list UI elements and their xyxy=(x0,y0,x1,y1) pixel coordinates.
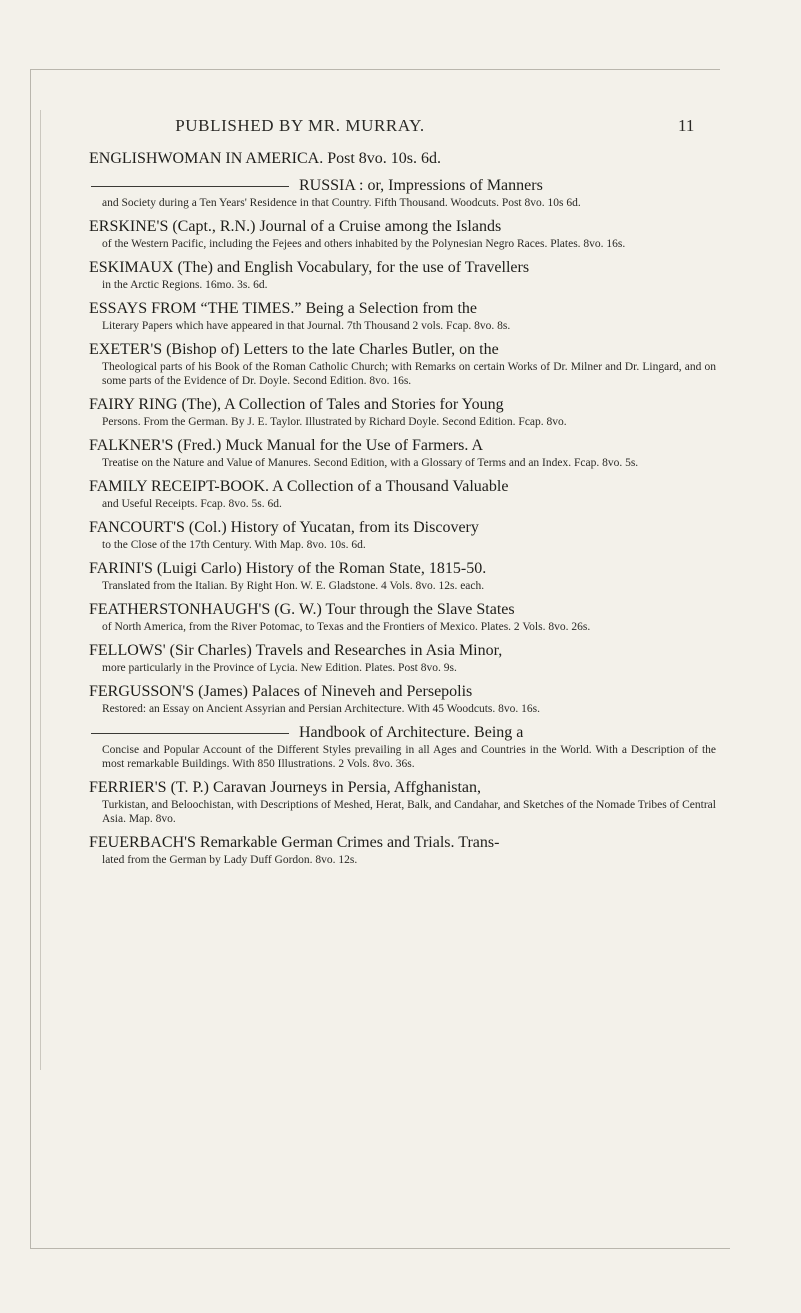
catalogue-entry xyxy=(89,435,716,470)
page-edge-top xyxy=(30,69,720,70)
catalogue-entry xyxy=(89,298,716,333)
entry-description: and Society during a Ten Years' Residence in that Country. Fifth Thousand. Woodcuts. Post 8vo. 10s 6d. xyxy=(102,197,581,209)
entry-description: Turkistan, and Beloochistan, with Descriptions of Meshed, Herat, Balk, and Candahar, and Sketches of the Nomade Tribes of Central Asia. Map. 8vo. xyxy=(102,799,716,825)
entry-heading-text: Handbook of Architecture. Being a xyxy=(299,724,524,741)
catalogue-entry xyxy=(89,640,716,675)
catalogue-entry xyxy=(89,216,716,251)
catalogue-entry xyxy=(89,148,716,169)
entry-heading: FAMILY RECEIPT-BOOK. A Collection of a Thousand Valuable xyxy=(89,478,509,495)
entry-heading xyxy=(89,722,716,743)
page-edge-inner-left xyxy=(40,110,41,1070)
entry-heading: ESSAYS FROM “THE TIMES.” Being a Selection from the xyxy=(89,300,477,317)
entry-heading: FELLOWS' (Sir Charles) Travels and Researches in Asia Minor, xyxy=(89,642,503,659)
page-number: 11 xyxy=(678,116,695,135)
entry-heading-text: RUSSIA : or, Impressions of Manners xyxy=(299,177,543,194)
entry-heading: FEUERBACH'S Remarkable German Crimes and Trials. Trans- xyxy=(89,834,500,851)
entry-description: to the Close of the 17th Century. With Map. 8vo. 10s. 6d. xyxy=(102,539,366,551)
catalogue-entry xyxy=(89,339,716,388)
catalogue-list xyxy=(89,148,716,873)
entry-heading: FERRIER'S (T. P.) Caravan Journeys in Persia, Affghanistan, xyxy=(89,779,482,796)
ditto-dash xyxy=(91,186,289,187)
entry-heading: ENGLISHWOMAN IN AMERICA. Post 8vo. 10s. 6d. xyxy=(89,150,442,167)
entry-heading: FAIRY RING (The), A Collection of Tales and Stories for Young xyxy=(89,396,504,413)
catalogue-entry xyxy=(89,722,716,771)
entry-heading: FEATHERSTONHAUGH'S (G. W.) Tour through the Slave States xyxy=(89,601,515,618)
entry-description: lated from the German by Lady Duff Gordon. 8vo. 12s. xyxy=(102,854,358,866)
catalogue-entry xyxy=(89,175,716,210)
entry-heading: EXETER'S (Bishop of) Letters to the late Charles Butler, on the xyxy=(89,341,499,358)
catalogue-entry xyxy=(89,599,716,634)
catalogue-entry xyxy=(89,517,716,552)
entry-description: Concise and Popular Account of the Different Styles prevailing in all Ages and Countries in the World. With a Description of the most remarkable Buildings. With 850 Illustrations. 2 Vols. 8vo. 36s. xyxy=(102,744,716,770)
catalogue-entry xyxy=(89,558,716,593)
catalogue-entry xyxy=(89,394,716,429)
entry-heading: FANCOURT'S (Col.) History of Yucatan, from its Discovery xyxy=(89,519,479,536)
entry-description: Translated from the Italian. By Right Hon. W. E. Gladstone. 4 Vols. 8vo. 12s. each. xyxy=(102,580,485,592)
entry-description: Restored: an Essay on Ancient Assyrian and Persian Architecture. With 45 Woodcuts. 8vo. 16s. xyxy=(102,703,540,715)
catalogue-entry xyxy=(89,832,716,867)
catalogue-entry xyxy=(89,777,716,826)
page-edge-bottom xyxy=(30,1248,730,1249)
running-header xyxy=(0,116,801,142)
entry-heading: FALKNER'S (Fred.) Muck Manual for the Use of Farmers. A xyxy=(89,437,484,454)
catalogue-entry xyxy=(89,257,716,292)
catalogue-entry xyxy=(89,681,716,716)
entry-description: of the Western Pacific, including the Fejees and others inhabited by the Polynesian Negro Races. Plates. 8vo. 16s. xyxy=(102,238,626,250)
ditto-dash xyxy=(91,733,289,734)
page-edge-left xyxy=(30,69,31,1249)
entry-heading: ESKIMAUX (The) and English Vocabulary, for the use of Travellers xyxy=(89,259,530,276)
catalogue-entry xyxy=(89,476,716,511)
entry-description: more particularly in the Province of Lycia. New Edition. Plates. Post 8vo. 9s. xyxy=(102,662,457,674)
entry-heading: FARINI'S (Luigi Carlo) History of the Roman State, 1815-50. xyxy=(89,560,487,577)
entry-heading: ERSKINE'S (Capt., R.N.) Journal of a Cruise among the Islands xyxy=(89,218,502,235)
entry-description: of North America, from the River Potomac, to Texas and the Frontiers of Mexico. Plates. 2 Vols. 8vo. 26s. xyxy=(102,621,591,633)
entry-description: and Useful Receipts. Fcap. 8vo. 5s. 6d. xyxy=(102,498,282,510)
entry-description: Literary Papers which have appeared in that Journal. 7th Thousand 2 vols. Fcap. 8vo. 8s. xyxy=(102,320,511,332)
entry-heading xyxy=(89,175,716,196)
entry-heading: FERGUSSON'S (James) Palaces of Nineveh and Persepolis xyxy=(89,683,473,700)
entry-description: in the Arctic Regions. 16mo. 3s. 6d. xyxy=(102,279,268,291)
header-title: PUBLISHED BY MR. MURRAY. xyxy=(175,116,425,135)
entry-description: Persons. From the German. By J. E. Taylor. Illustrated by Richard Doyle. Second Edition. Fcap. 8vo. xyxy=(102,416,567,428)
entry-description: Theological parts of his Book of the Roman Catholic Church; with Remarks on certain Works of Dr. Milner and Dr. Lingard, and on some parts of the Evidence of Dr. Doyle. Second Edition. 8vo. 16s. xyxy=(102,361,716,387)
entry-description: Treatise on the Nature and Value of Manures. Second Edition, with a Glossary of Terms and an Index. Fcap. 8vo. 5s. xyxy=(102,457,639,469)
